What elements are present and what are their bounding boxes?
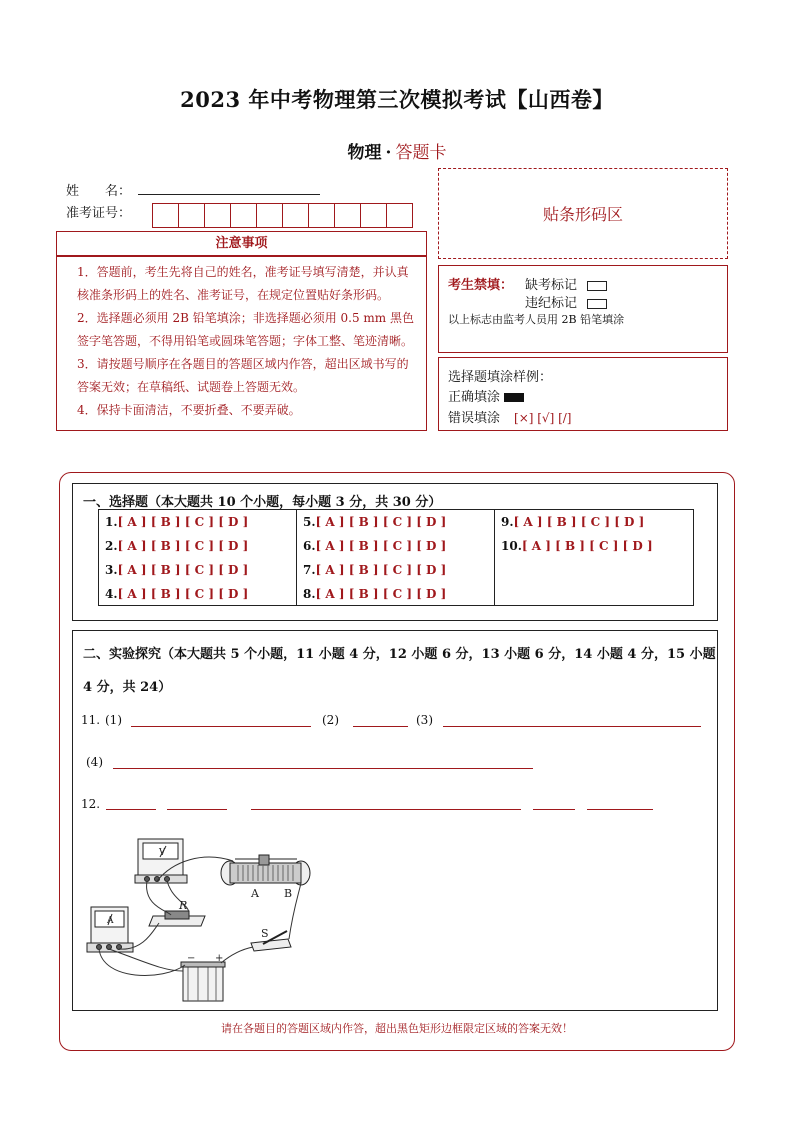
mc-question-row[interactable]: 3.[ A ] [ B ] [ C ] [ D ] [105,563,249,577]
notice-item: 4．保持卡面清洁，不要折叠、不要弄破。 [77,403,301,417]
id-digit-box[interactable] [282,203,309,228]
exam-id-boxes[interactable] [152,203,412,228]
notice-item: 1．答题前，考生先将自己的姓名，准考证号填写清楚，并认真核准条形码上的姓名、准考证号，在规定位置贴好条形码。 [77,265,409,302]
q12-answer-line[interactable] [533,809,575,810]
id-digit-box[interactable] [334,203,361,228]
mc-column [297,510,495,605]
violation-mark-row [525,292,607,311]
fill-sample-title: 选择题填涂样例： [448,370,553,385]
resistor-icon [149,911,205,926]
examinee-forbidden-box [438,265,728,353]
violation-mark-box[interactable] [587,299,607,309]
ammeter-symbol: A [107,916,114,926]
subject-label: 物理 [347,143,382,163]
id-digit-box[interactable] [204,203,231,228]
notice-title: 注意事项 [56,231,427,256]
ammeter-icon [87,907,133,952]
q11-part1-label: (1) [105,713,122,727]
mc-question-row[interactable]: 1.[ A ] [ B ] [ C ] [ D ] [105,515,249,529]
mc-column [495,510,693,605]
notice-item: 3．请按题号顺序在各题目的答题区域内作答，超出区域书写的答案无效；在草稿纸、试题卷上答题无效。 [77,357,409,394]
name-label: 姓 名： [66,184,132,199]
battery-positive: + [215,953,224,964]
answer-card-subtitle [0,138,794,163]
rheostat-icon [221,855,310,885]
id-digit-box[interactable] [386,203,413,228]
correct-fill-label: 正确填涂 [448,390,501,405]
section2-title-line1: 二、实验探究（本大题共 5 个小题，11 小题 4 分，12 小题 6 分，13 小题 6 分，14 小题 4 分，15 小题 [83,647,716,662]
wrong-fill-label: 错误填涂 [448,411,501,426]
exam-title: 2023 年中考物理第三次模拟考试【山西卷】 [180,87,614,112]
battery-negative: − [187,953,196,964]
section2-title-line2: 4 分，共 24） [83,680,172,695]
battery-icon [181,962,225,1001]
wrong-fill-marks: [×] [√] [/] [514,411,572,425]
switch-label: S [261,927,269,940]
mc-question-row[interactable]: 9.[ A ] [ B ] [ C ] [ D ] [501,515,645,529]
q11-part4-label: (4) [86,755,103,769]
mc-question-row[interactable]: 8.[ A ] [ B ] [ C ] [ D ] [303,587,447,601]
forbid-label: 考生禁填： [448,278,514,293]
rheostat-terminal-a: A [251,887,259,900]
id-digit-box[interactable] [178,203,205,228]
id-digit-box[interactable] [360,203,387,228]
filled-mark-sample [504,393,524,402]
subtitle-dot: · [385,143,392,163]
q12-answer-line[interactable] [106,809,156,810]
q12-answer-line[interactable] [587,809,653,810]
circuit-diagram [83,831,313,1006]
q11-part1-answer-line[interactable] [131,726,311,727]
violation-mark-label: 违纪标记 [525,296,578,311]
mc-question-row[interactable]: 10.[ A ] [ B ] [ C ] [ D ] [501,539,653,553]
mc-column [99,510,297,605]
q11-part2-label: (2) [322,713,339,727]
id-digit-box[interactable] [256,203,283,228]
correct-fill-row [448,386,524,405]
q12-answer-line[interactable] [167,809,227,810]
absent-mark-row [525,274,607,293]
section2-box [72,630,718,1011]
notice-box [56,256,427,431]
section1-title: 一、选择题（本大题共 10 个小题，每小题 3 分，共 30 分） [83,495,442,510]
mc-question-row[interactable]: 6.[ A ] [ B ] [ C ] [ D ] [303,539,447,553]
id-digit-box[interactable] [230,203,257,228]
absent-mark-label: 缺考标记 [525,278,578,293]
mc-question-row[interactable]: 7.[ A ] [ B ] [ C ] [ D ] [303,563,447,577]
absent-mark-box[interactable] [587,281,607,291]
notice-item: 2．选择题必须用 2B 铅笔填涂；非选择题必须用 0.5 mm 黑色签字笔答题，不得用铅笔或圆珠笔答题；字体工整、笔迹清晰。 [77,311,415,348]
q11-part3-answer-line[interactable] [443,726,701,727]
q11-part2-answer-line[interactable] [353,726,408,727]
barcode-area: 贴条形码区 [438,168,728,259]
forbid-note: 以上标志由监考人员用 2B 铅笔填涂 [448,313,625,326]
q12-answer-line[interactable] [251,809,521,810]
wrong-fill-row [448,407,571,426]
switch-icon [251,931,291,951]
q11-label: 11. [81,713,101,727]
id-digit-box[interactable] [152,203,179,228]
exam-id-label: 准考证号： [66,206,132,221]
name-field[interactable] [138,194,320,195]
fill-sample-box [438,357,728,431]
mc-question-row[interactable]: 2.[ A ] [ B ] [ C ] [ D ] [105,539,249,553]
mc-question-row[interactable]: 4.[ A ] [ B ] [ C ] [ D ] [105,587,249,601]
voltmeter-symbol: V [159,848,166,858]
resistor-label: R [179,899,188,912]
multiple-choice-grid [98,509,694,606]
footer-warning: 请在各题目的答题区域内作答，超出黑色矩形边框限定区域的答案无效！ [221,1022,573,1035]
answer-card-label: 答题卡 [395,143,447,163]
q11-part3-label: (3) [416,713,433,727]
q12-label: 12. [81,797,101,811]
rheostat-terminal-b: B [284,887,293,900]
q11-part4-answer-line[interactable] [113,768,533,769]
mc-question-row[interactable]: 5.[ A ] [ B ] [ C ] [ D ] [303,515,447,529]
id-digit-box[interactable] [308,203,335,228]
